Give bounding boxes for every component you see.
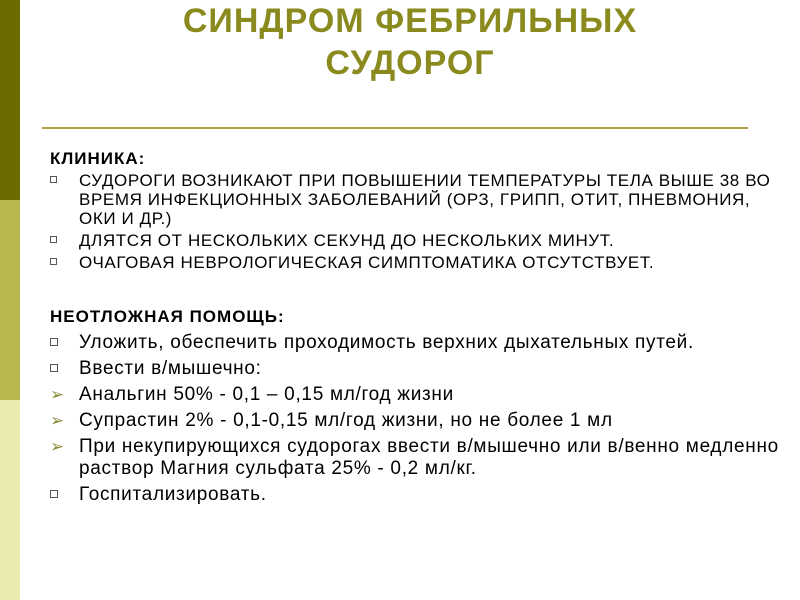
list-item — [50, 171, 780, 228]
list-item-text: Супрастин 2% - 0,1-0,15 мл/год жизни, но не более 1 мл — [79, 410, 613, 431]
list-item — [50, 410, 780, 432]
arrowhead-bullet-icon: ➢ — [50, 411, 65, 430]
list-item-text: Анальгин 50% - 0,1 – 0,15 мл/год жизни — [79, 384, 454, 405]
list-item-text: ДЛЯТСЯ ОТ НЕСКОЛЬКИХ СЕКУНД ДО НЕСКОЛЬКИХ МИНУТ. — [79, 231, 615, 250]
title-divider — [42, 127, 748, 129]
square-bullet-icon — [50, 364, 58, 372]
square-bullet-icon — [50, 338, 58, 346]
sidebar-segment-light — [0, 400, 20, 600]
list-item-text: При некупирующихся судорогах ввести в/мышечно или в/венно медленно раствор Магния сульфата 25% - 0,2 мл/кг. — [79, 436, 779, 479]
clinic-list — [50, 171, 780, 275]
sidebar-segment-mid — [0, 200, 20, 400]
title-line-1: СИНДРОМ ФЕБРИЛЬНЫХ — [182, 2, 638, 40]
sidebar-segment-dark — [0, 0, 20, 200]
square-bullet-icon — [50, 176, 57, 183]
arrowhead-bullet-icon: ➢ — [50, 437, 65, 456]
list-item-text: Госпитализировать. — [79, 484, 267, 505]
list-item — [50, 332, 780, 354]
square-bullet-icon — [50, 258, 57, 265]
slide-title — [20, 0, 800, 84]
list-item — [50, 358, 780, 380]
arrowhead-bullet-icon: ➢ — [50, 385, 65, 404]
list-item — [50, 384, 780, 406]
title-line-2: СУДОРОГ — [325, 44, 495, 82]
emergency-list — [50, 332, 780, 510]
sidebar-decoration — [0, 0, 20, 600]
clinic-heading: КЛИНИКА: — [50, 149, 146, 168]
square-bullet-icon — [50, 490, 58, 498]
list-item — [50, 231, 780, 250]
list-item-text: СУДОРОГИ ВОЗНИКАЮТ ПРИ ПОВЫШЕНИИ ТЕМПЕРАТУРЫ ТЕЛА ВЫШЕ 38 ВО ВРЕМЯ ИНФЕКЦИОННЫХ ЗАБОЛЕВАНИЙ (ОРЗ, ГРИПП, ОТИТ, ПНЕВМОНИЯ, ОКИ И ДР.) — [79, 171, 771, 228]
square-bullet-icon — [50, 236, 57, 243]
list-item — [50, 436, 780, 480]
list-item-text: ОЧАГОВАЯ НЕВРОЛОГИЧЕСКАЯ СИМПТОМАТИКА ОТСУТСТВУЕТ. — [79, 253, 655, 272]
emergency-heading: НЕОТЛОЖНАЯ ПОМОЩЬ: — [50, 307, 285, 326]
list-item — [50, 253, 780, 272]
list-item-text: Ввести в/мышечно: — [79, 358, 262, 379]
list-item-text: Уложить, обеспечить проходимость верхних дыхательных путей. — [79, 332, 694, 353]
list-item — [50, 484, 780, 506]
